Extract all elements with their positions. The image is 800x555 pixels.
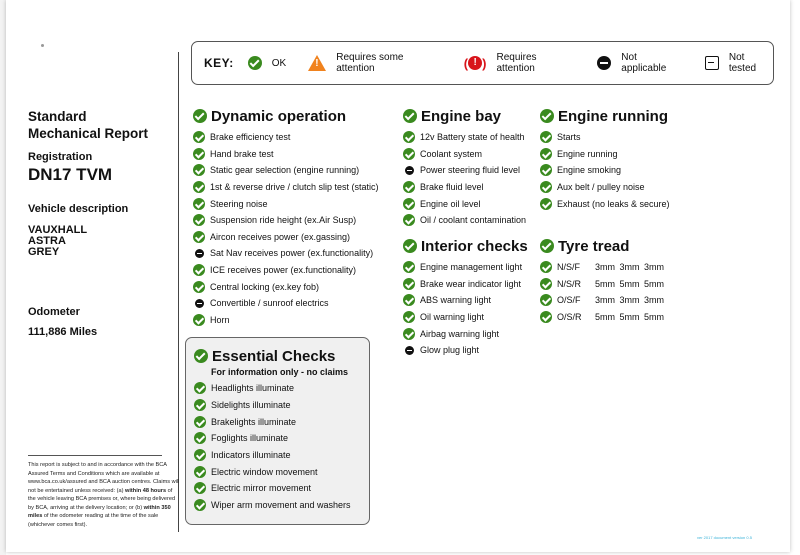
check-item-label: Glow plug light [420,345,480,356]
section-title-text: Interior checks [421,237,528,255]
check-item [540,146,670,163]
vehicle-model: ASTRA [28,235,66,247]
ok-check-icon [403,294,415,306]
report-title-line1: Standard [28,109,87,124]
check-item [403,162,526,179]
check-item-label: Exhaust (no leaks & secure) [557,198,670,209]
check-item-label: Coolant system [420,148,483,159]
check-item [403,342,528,359]
check-list [403,259,528,359]
check-item-label: Horn [210,314,230,325]
check-item [403,259,528,276]
tread-depth: 3mm [595,295,615,306]
ok-check-icon [194,416,206,428]
check-item-label: Electric window movement [211,466,318,477]
registration-label: Registration [28,151,93,163]
tread-depth: 3mm [644,295,664,306]
ok-check-icon [193,164,205,176]
key-label: Not applicable [621,52,667,74]
check-item [194,380,369,397]
ok-check-icon [540,148,552,160]
key-label: OK [271,57,287,69]
section-title [193,106,379,126]
report-details [28,108,178,338]
ok-check-icon [193,198,205,210]
check-item-label: ABS warning light [420,295,492,306]
check-item-label: Starts [557,132,581,143]
tread-depth: 5mm [619,278,640,289]
key-label: Requires attention [496,52,537,74]
disclaimer-text: of the odometer reading at the time of the sale (whichever comes first). [28,513,159,528]
check-item [540,162,670,179]
ok-check-icon [248,56,262,70]
check-item [540,179,670,196]
check-item [403,195,526,212]
check-item [194,447,369,464]
ok-check-icon [403,278,415,290]
vehicle-description [28,225,178,258]
section-title [540,236,669,256]
disclaimer-bold: within 48 hours [125,487,167,494]
section-title-text: Tyre tread [558,237,630,255]
tread-depth: 3mm [644,262,664,273]
check-item-label: Sidelights illuminate [211,400,291,411]
ok-check-icon [193,131,205,143]
check-item-label: Central locking (ex.key fob) [210,281,320,292]
key-item-not-tested [705,52,773,74]
footer-mark: ver 2017 document version 0.5 [697,535,752,540]
ok-check-icon [540,164,552,176]
ok-check-icon [540,294,552,306]
check-item-label: Headlights illuminate [211,383,295,394]
disclaimer-divider [28,455,162,456]
check-item [193,179,379,196]
check-item [193,146,379,163]
check-item [193,212,379,229]
registration-value: DN17 TVM [28,165,113,184]
section-tyre-tread [540,236,669,325]
vehicle-make: VAUXHALL [28,224,88,236]
key-label: Requires some attention [336,52,404,74]
ok-check-icon [193,214,205,226]
ok-check-icon [193,264,205,276]
key-label: Not tested [728,52,757,74]
check-item-label: Steering noise [210,198,268,209]
check-item-label: Oil / coolant contamination [420,215,527,226]
check-item [403,309,528,326]
section-dynamic-operation [193,106,379,328]
check-item-label: 1st & reverse drive / clutch slip test (static) [210,182,379,193]
ok-check-icon [403,239,417,253]
check-item-label: Engine running [557,148,618,159]
tread-depth: 3mm [619,295,640,306]
tread-position: N/S/R [557,278,582,289]
section-title [403,236,528,256]
section-title [403,106,526,126]
vehicle-colour: GREY [28,246,60,258]
tread-row [540,292,669,309]
attention-red-icon: ( ! ) [463,55,487,71]
ok-check-icon [403,328,415,340]
tread-depth: 3mm [595,262,615,273]
section-interior-checks [403,236,528,359]
tread-depth: 3mm [619,262,640,273]
disclaimer-bold: within 350 miles [28,504,171,519]
section-essential-checks [185,337,370,525]
not-applicable-icon [195,249,204,258]
ok-check-icon [540,261,552,273]
section-title-text: Engine bay [421,107,502,125]
check-item [193,295,379,312]
check-item [403,292,528,309]
report-title-line2: Mechanical Report [28,126,149,141]
check-item-label: Brake fluid level [420,182,484,193]
check-item [194,397,369,414]
ok-check-icon [540,278,552,290]
tread-depth: 5mm [595,278,615,289]
tread-position: N/S/F [557,262,581,273]
tread-depth: 5mm [619,312,640,323]
key-item-attention [464,52,575,74]
check-item-label: Oil warning light [420,312,485,323]
check-item [193,162,379,179]
check-item [194,430,369,447]
check-item-label: Suspension ride height (ex.Air Susp) [210,215,357,226]
check-item [403,129,526,146]
check-list [403,129,526,229]
tread-depth: 5mm [644,278,664,289]
tread-position: O/S/F [557,295,581,306]
ok-check-icon [194,382,206,394]
check-item-label: Indicators illuminate [211,450,291,461]
check-item [194,480,369,497]
check-item-label: ICE receives power (ex.functionality) [210,265,357,276]
ok-check-icon [540,239,554,253]
check-item [403,146,526,163]
check-item-label: Hand brake test [210,148,274,159]
check-item-label: Brakelights illuminate [211,416,297,427]
check-item [193,195,379,212]
tread-row [540,259,669,276]
ok-check-icon [540,198,552,210]
ok-check-icon [194,399,206,411]
check-item [193,245,379,262]
ok-check-icon [540,109,554,123]
section-engine-running [540,106,670,212]
warning-triangle-icon [308,55,326,71]
check-item [193,262,379,279]
odometer-label: Odometer [28,306,80,318]
check-item-label: Convertible / sunroof electrics [210,298,329,309]
ok-check-icon [193,181,205,193]
key-item-some-attention [308,52,442,74]
section-title-text: Essential Checks [212,347,336,365]
section-title [540,106,670,126]
check-item-label: Sat Nav receives power (ex.functionality) [210,248,374,259]
ok-check-icon [540,311,552,323]
ok-check-icon [403,214,415,226]
not-applicable-icon [597,56,611,70]
check-item-label: Aux belt / pulley noise [557,182,645,193]
ok-check-icon [403,148,415,160]
disclaimer-text: This report is subject to and in accordance with the BCA Assured Terms and Conditions which are available at www.bca.co.uk/assured and BCA auction centres. Claims will not be entertained unless received: (a) [28,462,180,494]
ok-check-icon [540,181,552,193]
check-item [193,278,379,295]
ok-check-icon [403,198,415,210]
check-item-label: Wiper arm movement and washers [211,500,351,511]
corner-mark [41,44,44,47]
ok-check-icon [403,311,415,323]
check-item [403,179,526,196]
section-subtitle: For information only - no claims [211,367,349,377]
check-item-label: Static gear selection (engine running) [210,165,360,176]
ok-check-icon [194,349,208,363]
check-item [194,413,369,430]
check-item-label: Foglights illuminate [211,433,289,444]
ok-check-icon [194,482,206,494]
ok-check-icon [403,261,415,273]
check-item-label: Engine oil level [420,198,481,209]
ok-check-icon [193,231,205,243]
disclaimer [28,461,180,529]
section-title-text: Engine running [558,107,668,125]
tread-depth: 5mm [595,312,615,323]
check-item-label: Engine smoking [557,165,622,176]
section-title-text: Dynamic operation [211,107,347,125]
check-item [540,195,670,212]
check-item-label: Power steering fluid level [420,165,521,176]
check-item-label: Electric mirror movement [211,483,312,494]
check-item-label: Engine management light [420,262,523,273]
check-item-label: 12v Battery state of health [420,132,525,143]
key-legend [191,41,774,85]
ok-check-icon [194,449,206,461]
key-item-not-applicable [597,52,683,74]
not-tested-icon [705,56,719,70]
ok-check-icon [193,314,205,326]
key-title: KEY: [204,56,234,70]
check-list [193,129,379,328]
check-item-label: Aircon receives power (ex.gassing) [210,231,351,242]
ok-check-icon [403,181,415,193]
ok-check-icon [193,148,205,160]
check-item [193,312,379,329]
check-list [540,129,670,212]
not-applicable-icon [405,346,414,355]
key-item-ok [248,56,286,70]
check-list [194,380,369,514]
odometer-value: 111,886 Miles [28,326,98,338]
check-item [193,129,379,146]
ok-check-icon [193,109,207,123]
tread-depth: 5mm [644,312,664,323]
ok-check-icon [194,432,206,444]
check-item [403,325,528,342]
disclaimer-text: of the vehicle leaving BCA premises or, where being delivered by BCA, arriving at the delivery location; or (b) [28,487,176,511]
tread-list [540,259,669,325]
ok-check-icon [540,131,552,143]
tread-position: O/S/R [557,312,582,323]
check-item-label: Airbag warning light [420,328,500,339]
check-item [194,463,369,480]
check-item-label: Brake wear indicator light [420,278,522,289]
ok-check-icon [403,131,415,143]
tread-row [540,309,669,326]
ok-check-icon [194,466,206,478]
ok-check-icon [193,281,205,293]
ok-check-icon [403,109,417,123]
tread-row [540,276,669,293]
check-item-label: Brake efficiency test [210,132,291,143]
check-item [403,276,528,293]
column-divider [178,52,179,532]
check-item [403,212,526,229]
not-applicable-icon [405,166,414,175]
not-applicable-icon [195,299,204,308]
vehicle-label: Vehicle description [28,203,129,215]
check-item [193,229,379,246]
check-item [194,497,369,514]
section-title [194,346,369,366]
section-engine-bay [403,106,526,229]
ok-check-icon [194,499,206,511]
check-item [540,129,670,146]
